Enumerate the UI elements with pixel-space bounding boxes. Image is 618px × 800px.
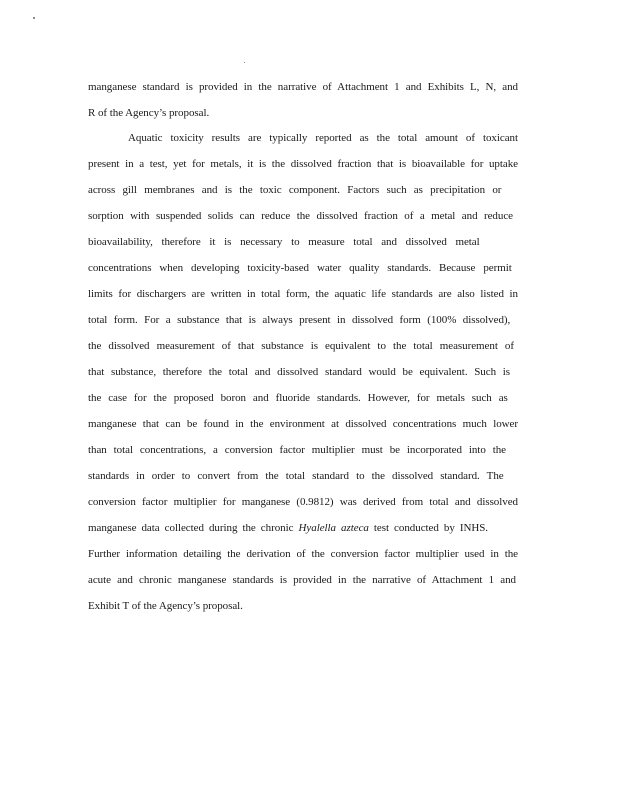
text-line: sorption with suspended solids can reduce the dissolved fraction of a metal and reduce bbox=[88, 210, 513, 222]
text-line: the dissolved measurement of that substance is equivalent to the total measurement of bbox=[88, 340, 514, 352]
text-line: conversion factor multiplier for manganese (0.9812) was derived from total and dissolved bbox=[88, 496, 518, 508]
text-line: bioavailability, therefore it is necessary to measure total and dissolved metal bbox=[88, 236, 480, 248]
text-line: limits for dischargers are written in total form, the aquatic life standards are also listed in bbox=[88, 288, 518, 300]
text-line: total form. For a substance that is always present in dissolved form (100% dissolved), bbox=[88, 314, 511, 326]
text-segment: manganese data collected during the chronic bbox=[88, 522, 299, 534]
species-name: Hyalella azteca bbox=[298, 522, 369, 534]
text-line: R of the Agency’s proposal. bbox=[88, 107, 210, 119]
text-line: manganese that can be found in the environment at dissolved concentrations much lower bbox=[88, 418, 518, 430]
text-line: that substance, therefore the total and dissolved standard would be equivalent. Such is bbox=[88, 366, 510, 378]
text-line: acute and chronic manganese standards is provided in the narrative of Attachment 1 and bbox=[88, 574, 516, 586]
text-line-with-species bbox=[88, 522, 488, 535]
text-line: standards in order to convert from the total standard to the dissolved standard. The bbox=[88, 470, 504, 482]
text-line: the case for the proposed boron and fluoride standards. However, for metals such as bbox=[88, 392, 508, 404]
text-line: concentrations when developing toxicity-based water quality standards. Because permit bbox=[88, 262, 512, 274]
text-line: present in a test, yet for metals, it is the dissolved fraction that is bioavailable for uptake bbox=[88, 158, 518, 170]
text-line: than total concentrations, a conversion factor multiplier must be incorporated into the bbox=[88, 444, 506, 456]
text-segment: test conducted by INHS. bbox=[368, 522, 489, 534]
text-line: Further information detailing the derivation of the conversion factor multiplier used in the bbox=[88, 548, 518, 560]
text-line: Exhibit T of the Agency’s proposal. bbox=[88, 600, 243, 612]
scan-speck bbox=[33, 17, 35, 19]
scan-speck bbox=[244, 62, 245, 63]
text-line: across gill membranes and is the toxic component. Factors such as precipitation or bbox=[88, 184, 502, 196]
text-line: manganese standard is provided in the narrative of Attachment 1 and Exhibits L, N, and bbox=[88, 81, 518, 93]
paragraph-first-line: Aquatic toxicity results are typically reported as the total amount of toxicant bbox=[128, 132, 518, 144]
